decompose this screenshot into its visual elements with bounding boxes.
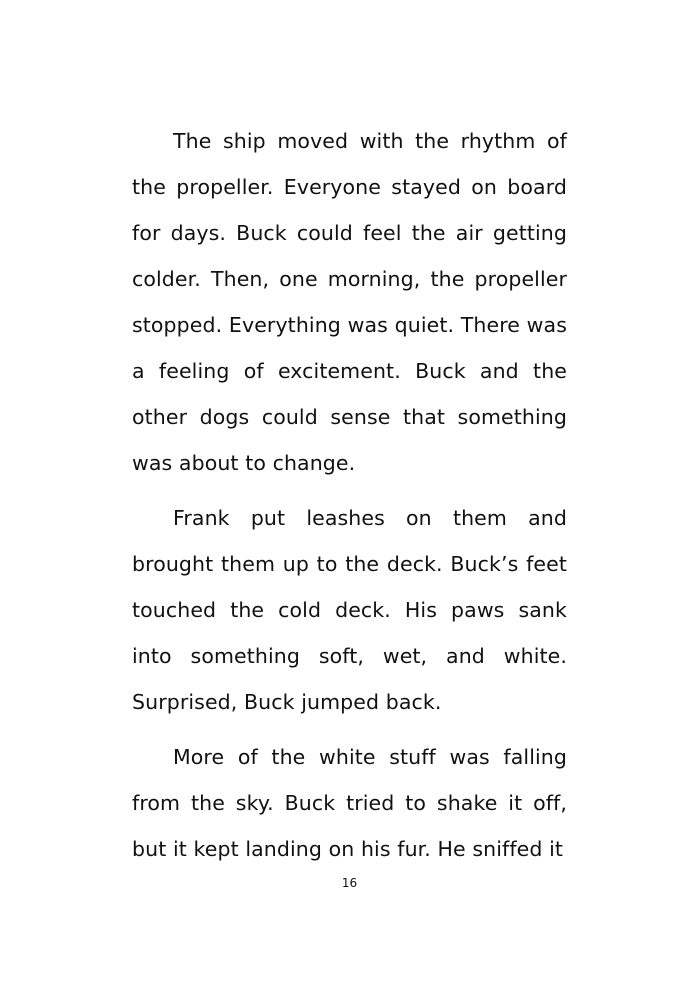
page-number: 16: [341, 876, 358, 890]
paragraph-3: More of the white stuff was falling from the sky. Buck tried to shake it off, but it kept landing on his fur. He sniffed it: [132, 745, 567, 861]
paragraph-1: The ship moved with the rhythm of the propeller. Everyone stayed on board for days. Buck could feel the air getting colder. Then, one morning, the propeller stopped. Everything was quiet. There was a feeling of excitement. Buck and the other dogs could sense that something was about to change.: [132, 129, 567, 475]
paragraph-2: Frank put leashes on them and brought them up to the deck. Buck’s feet touched the cold deck. His paws sank into something soft, wet, and white. Surprised, Buck jumped back.: [132, 506, 567, 714]
body-text: [132, 118, 567, 881]
